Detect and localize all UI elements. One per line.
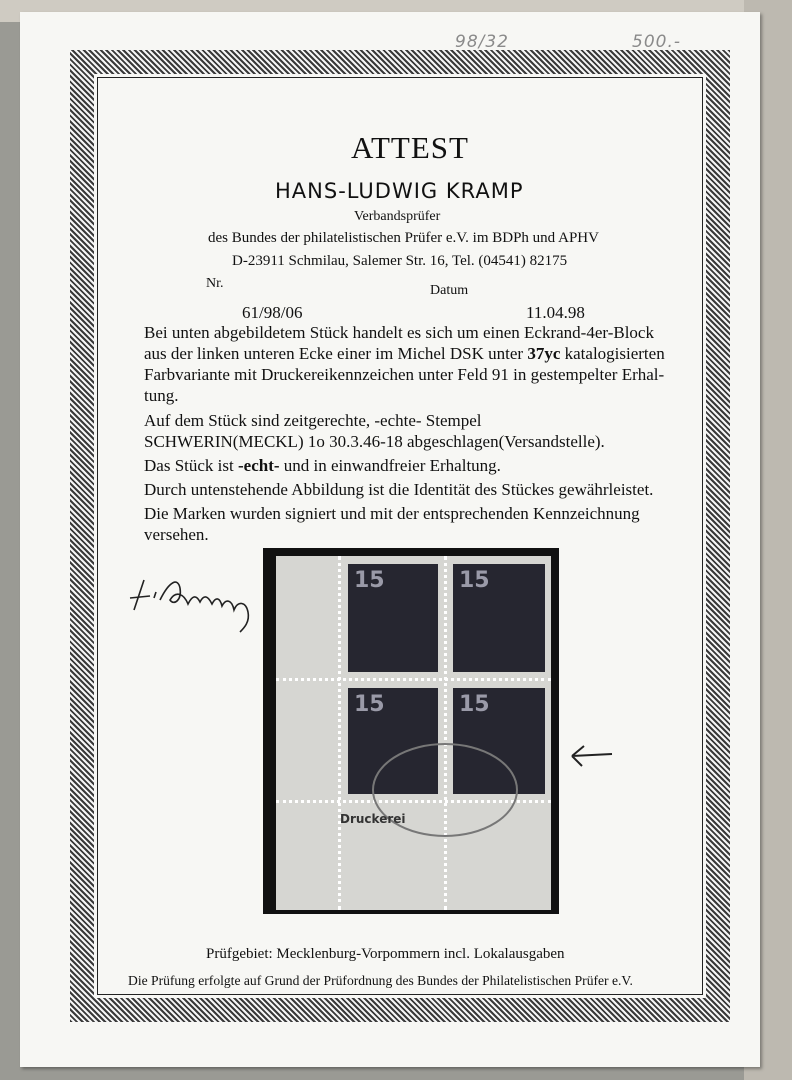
association-line: des Bundes der philatelistischen Prüfer e.V. im BDPh und APHV — [208, 230, 599, 246]
certificate-title: ATTEST — [351, 130, 469, 165]
echt-mark: -echt- — [237, 456, 280, 475]
perforation-left — [338, 556, 341, 910]
body-line-2: aus der linken unteren Ecke einer im Michel DSK unter 37yc katalogisierten — [144, 344, 665, 363]
stamp-top-left: 15 — [348, 564, 438, 672]
stamp-bottom-right: 15 — [453, 688, 545, 794]
body-line-4: tung. — [144, 386, 179, 405]
body-line-5: Auf dem Stück sind zeitgerechte, -echte- Stempel — [144, 411, 482, 430]
body-line-6: SCHWERIN(MECKL) 1o 30.3.46-18 abgeschlagen(Versandstelle). — [144, 432, 605, 451]
body-line-8: Durch untenstehende Abbildung ist die Identität des Stückes gewährleistet. — [144, 480, 654, 499]
stamp-bottom-left: 15 — [348, 688, 438, 794]
perforation-row — [276, 678, 551, 681]
examination-area: Prüfgebiet: Mecklenburg-Vorpommern incl. Lokalausgaben — [206, 946, 565, 962]
datum-label: Datum — [430, 283, 469, 298]
stamp-top-right: 15 — [453, 564, 545, 672]
nr-label: Nr. — [206, 276, 224, 291]
body-line-1: Bei unten abgebildetem Stück handelt es sich um einen Eckrand-4er-Block — [144, 323, 654, 342]
postmark-circle — [360, 740, 530, 850]
examination-basis: Die Prüfung erfolgte auf Grund der Prüfordnung des Bundes der Philatelistischen Prüfer e.V. — [128, 973, 633, 988]
body-line-9: Die Marken wurden signiert und mit der entsprechenden Kennzeichnung — [144, 504, 640, 523]
examiner-role: Verbandsprüfer — [354, 209, 441, 224]
certificate-date: 11.04.98 — [526, 303, 585, 322]
address-line: D-23911 Schmilau, Salemer Str. 16, Tel. (04541) 82175 — [232, 253, 568, 269]
printer-imprint: Druckerei — [340, 812, 406, 826]
pointer-arrow-mark — [566, 740, 616, 770]
body-line-3: Farbvariante mit Druckereikennzeichen unter Feld 91 in gestempelter Erhal- — [144, 365, 665, 384]
body-line-10: versehen. — [144, 525, 209, 544]
examiner-name: HANS-LUDWIG KRAMP — [275, 179, 524, 203]
handwritten-signature — [126, 570, 266, 640]
body-line-7: Das Stück ist -echt- und in einwandfreier Erhaltung. — [144, 456, 501, 475]
pencil-ref-note: 98/32 — [455, 32, 509, 52]
pencil-price-note: 500.- — [632, 32, 681, 52]
perforation-middle — [444, 556, 447, 910]
catalog-number: 37yc — [527, 344, 561, 363]
certificate-number: 61/98/06 — [242, 303, 303, 322]
